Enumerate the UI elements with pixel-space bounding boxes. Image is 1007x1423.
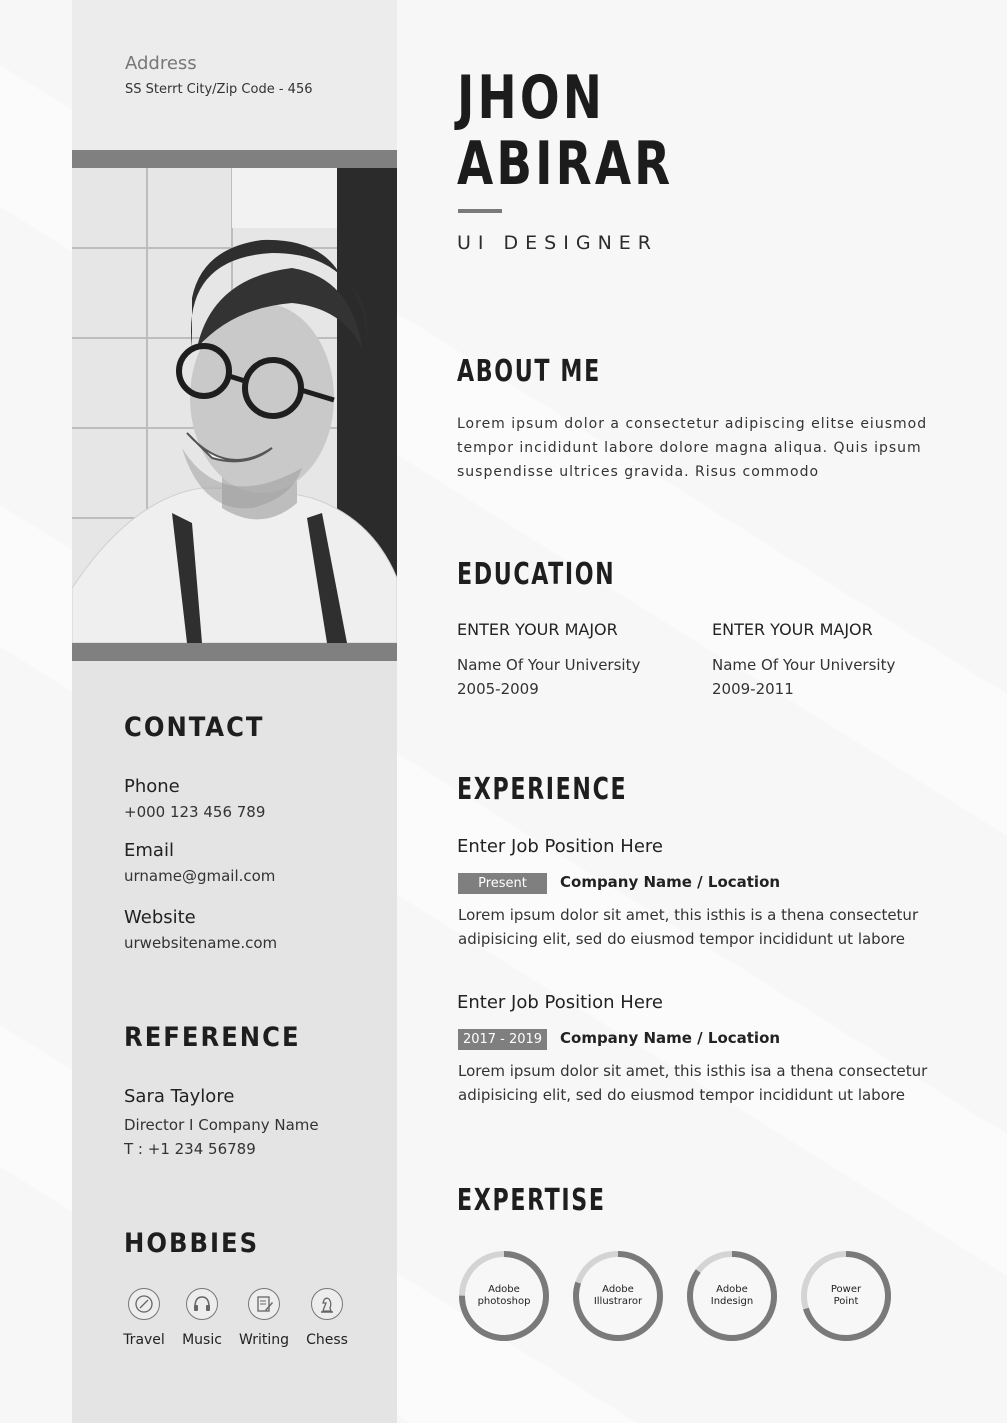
hobby-label: Chess bbox=[306, 1332, 348, 1348]
education-major: ENTER YOUR MAJOR bbox=[712, 620, 873, 639]
phone-label: Phone bbox=[124, 776, 180, 797]
job-title: UI DESIGNER bbox=[457, 232, 658, 254]
reference-phone: T : +1 234 56789 bbox=[124, 1140, 256, 1158]
address-block bbox=[72, 0, 397, 150]
education-years: 2005-2009 bbox=[457, 680, 539, 698]
education-university: Name Of Your University bbox=[712, 656, 896, 674]
job-period-badge: Present bbox=[458, 873, 547, 894]
education-years: 2009-2011 bbox=[712, 680, 794, 698]
education-title: EDUCATION bbox=[457, 557, 616, 592]
education-item bbox=[712, 620, 952, 701]
education-university: Name Of Your University bbox=[457, 656, 641, 674]
website-label: Website bbox=[124, 907, 196, 928]
hobbies-title: HOBBIES bbox=[124, 1228, 260, 1259]
hobby-label: Music bbox=[182, 1332, 222, 1348]
profile-photo bbox=[72, 168, 397, 643]
profile-photo-illustration bbox=[72, 168, 397, 643]
travel-icon bbox=[128, 1288, 160, 1320]
address-value: SS Sterrt City/Zip Code - 456 bbox=[125, 82, 313, 97]
education-major: ENTER YOUR MAJOR bbox=[457, 620, 618, 639]
job-position: Enter Job Position Here bbox=[457, 992, 663, 1013]
name-divider bbox=[458, 209, 502, 213]
email-value[interactable]: urname@gmail.com bbox=[124, 867, 276, 885]
skill-ring-indesign bbox=[686, 1250, 778, 1342]
email-label: Email bbox=[124, 840, 174, 861]
reference-title: REFERENCE bbox=[124, 1022, 301, 1053]
job-company: Company Name / Location bbox=[560, 873, 781, 891]
hobby-writing bbox=[234, 1288, 294, 1348]
phone-value: +000 123 456 789 bbox=[124, 803, 266, 821]
name-last: ABIRAR bbox=[457, 129, 674, 199]
hobby-travel bbox=[114, 1288, 174, 1348]
hobby-music bbox=[172, 1288, 232, 1348]
expertise-title: EXPERTISE bbox=[457, 1183, 606, 1218]
skill-label-line2: Indesign bbox=[710, 1296, 754, 1307]
address-label: Address bbox=[125, 53, 197, 74]
experience-title: EXPERIENCE bbox=[457, 772, 628, 807]
skill-ring-powerpoint bbox=[800, 1250, 892, 1342]
skill-label-line1: Power bbox=[830, 1284, 862, 1295]
skill-label-line2: Point bbox=[833, 1296, 859, 1307]
hobby-label: Writing bbox=[239, 1332, 289, 1348]
job-company: Company Name / Location bbox=[560, 1029, 781, 1047]
music-icon bbox=[186, 1288, 218, 1320]
job-position: Enter Job Position Here bbox=[457, 836, 663, 857]
writing-icon bbox=[248, 1288, 280, 1320]
about-title: ABOUT ME bbox=[457, 354, 601, 389]
skill-ring-illustrator bbox=[572, 1250, 664, 1342]
name-first: JHON bbox=[457, 63, 606, 133]
skill-label-line2: Illustraror bbox=[593, 1296, 643, 1307]
skill-label-line1: Adobe bbox=[488, 1284, 520, 1295]
website-value[interactable]: urwebsitename.com bbox=[124, 934, 278, 952]
hobby-label: Travel bbox=[123, 1332, 165, 1348]
skill-label-line2: photoshop bbox=[477, 1296, 531, 1307]
reference-position: Director I Company Name bbox=[124, 1116, 319, 1134]
job-period-badge: 2017 - 2019 bbox=[458, 1029, 547, 1050]
profile-photo-frame bbox=[72, 150, 397, 661]
job-description: Lorem ipsum dolor sit amet, this isthis is a thena consectetur adipisicing elit, sed do eiusmod tempor incididunt ut labore bbox=[458, 906, 919, 948]
skill-label-line1: Adobe bbox=[602, 1284, 634, 1295]
contact-title: CONTACT bbox=[124, 712, 265, 743]
skill-label-line1: Adobe bbox=[716, 1284, 748, 1295]
sidebar bbox=[72, 0, 397, 1423]
education-item bbox=[457, 620, 697, 701]
reference-name: Sara Taylore bbox=[124, 1086, 235, 1107]
chess-icon bbox=[311, 1288, 343, 1320]
job-description: Lorem ipsum dolor sit amet, this isthis isa a thena consectetur adipisicing elit, sed do eiusmod tempor incididunt ut labore bbox=[458, 1062, 928, 1104]
hobby-chess bbox=[297, 1288, 357, 1348]
skill-ring-photoshop bbox=[458, 1250, 550, 1342]
about-text: Lorem ipsum dolor a consectetur adipiscing elitse eiusmod tempor incididunt labore dolore magna aliqua. Quis ipsum suspendisse ultrices gravida. Risus commodo bbox=[457, 416, 928, 480]
